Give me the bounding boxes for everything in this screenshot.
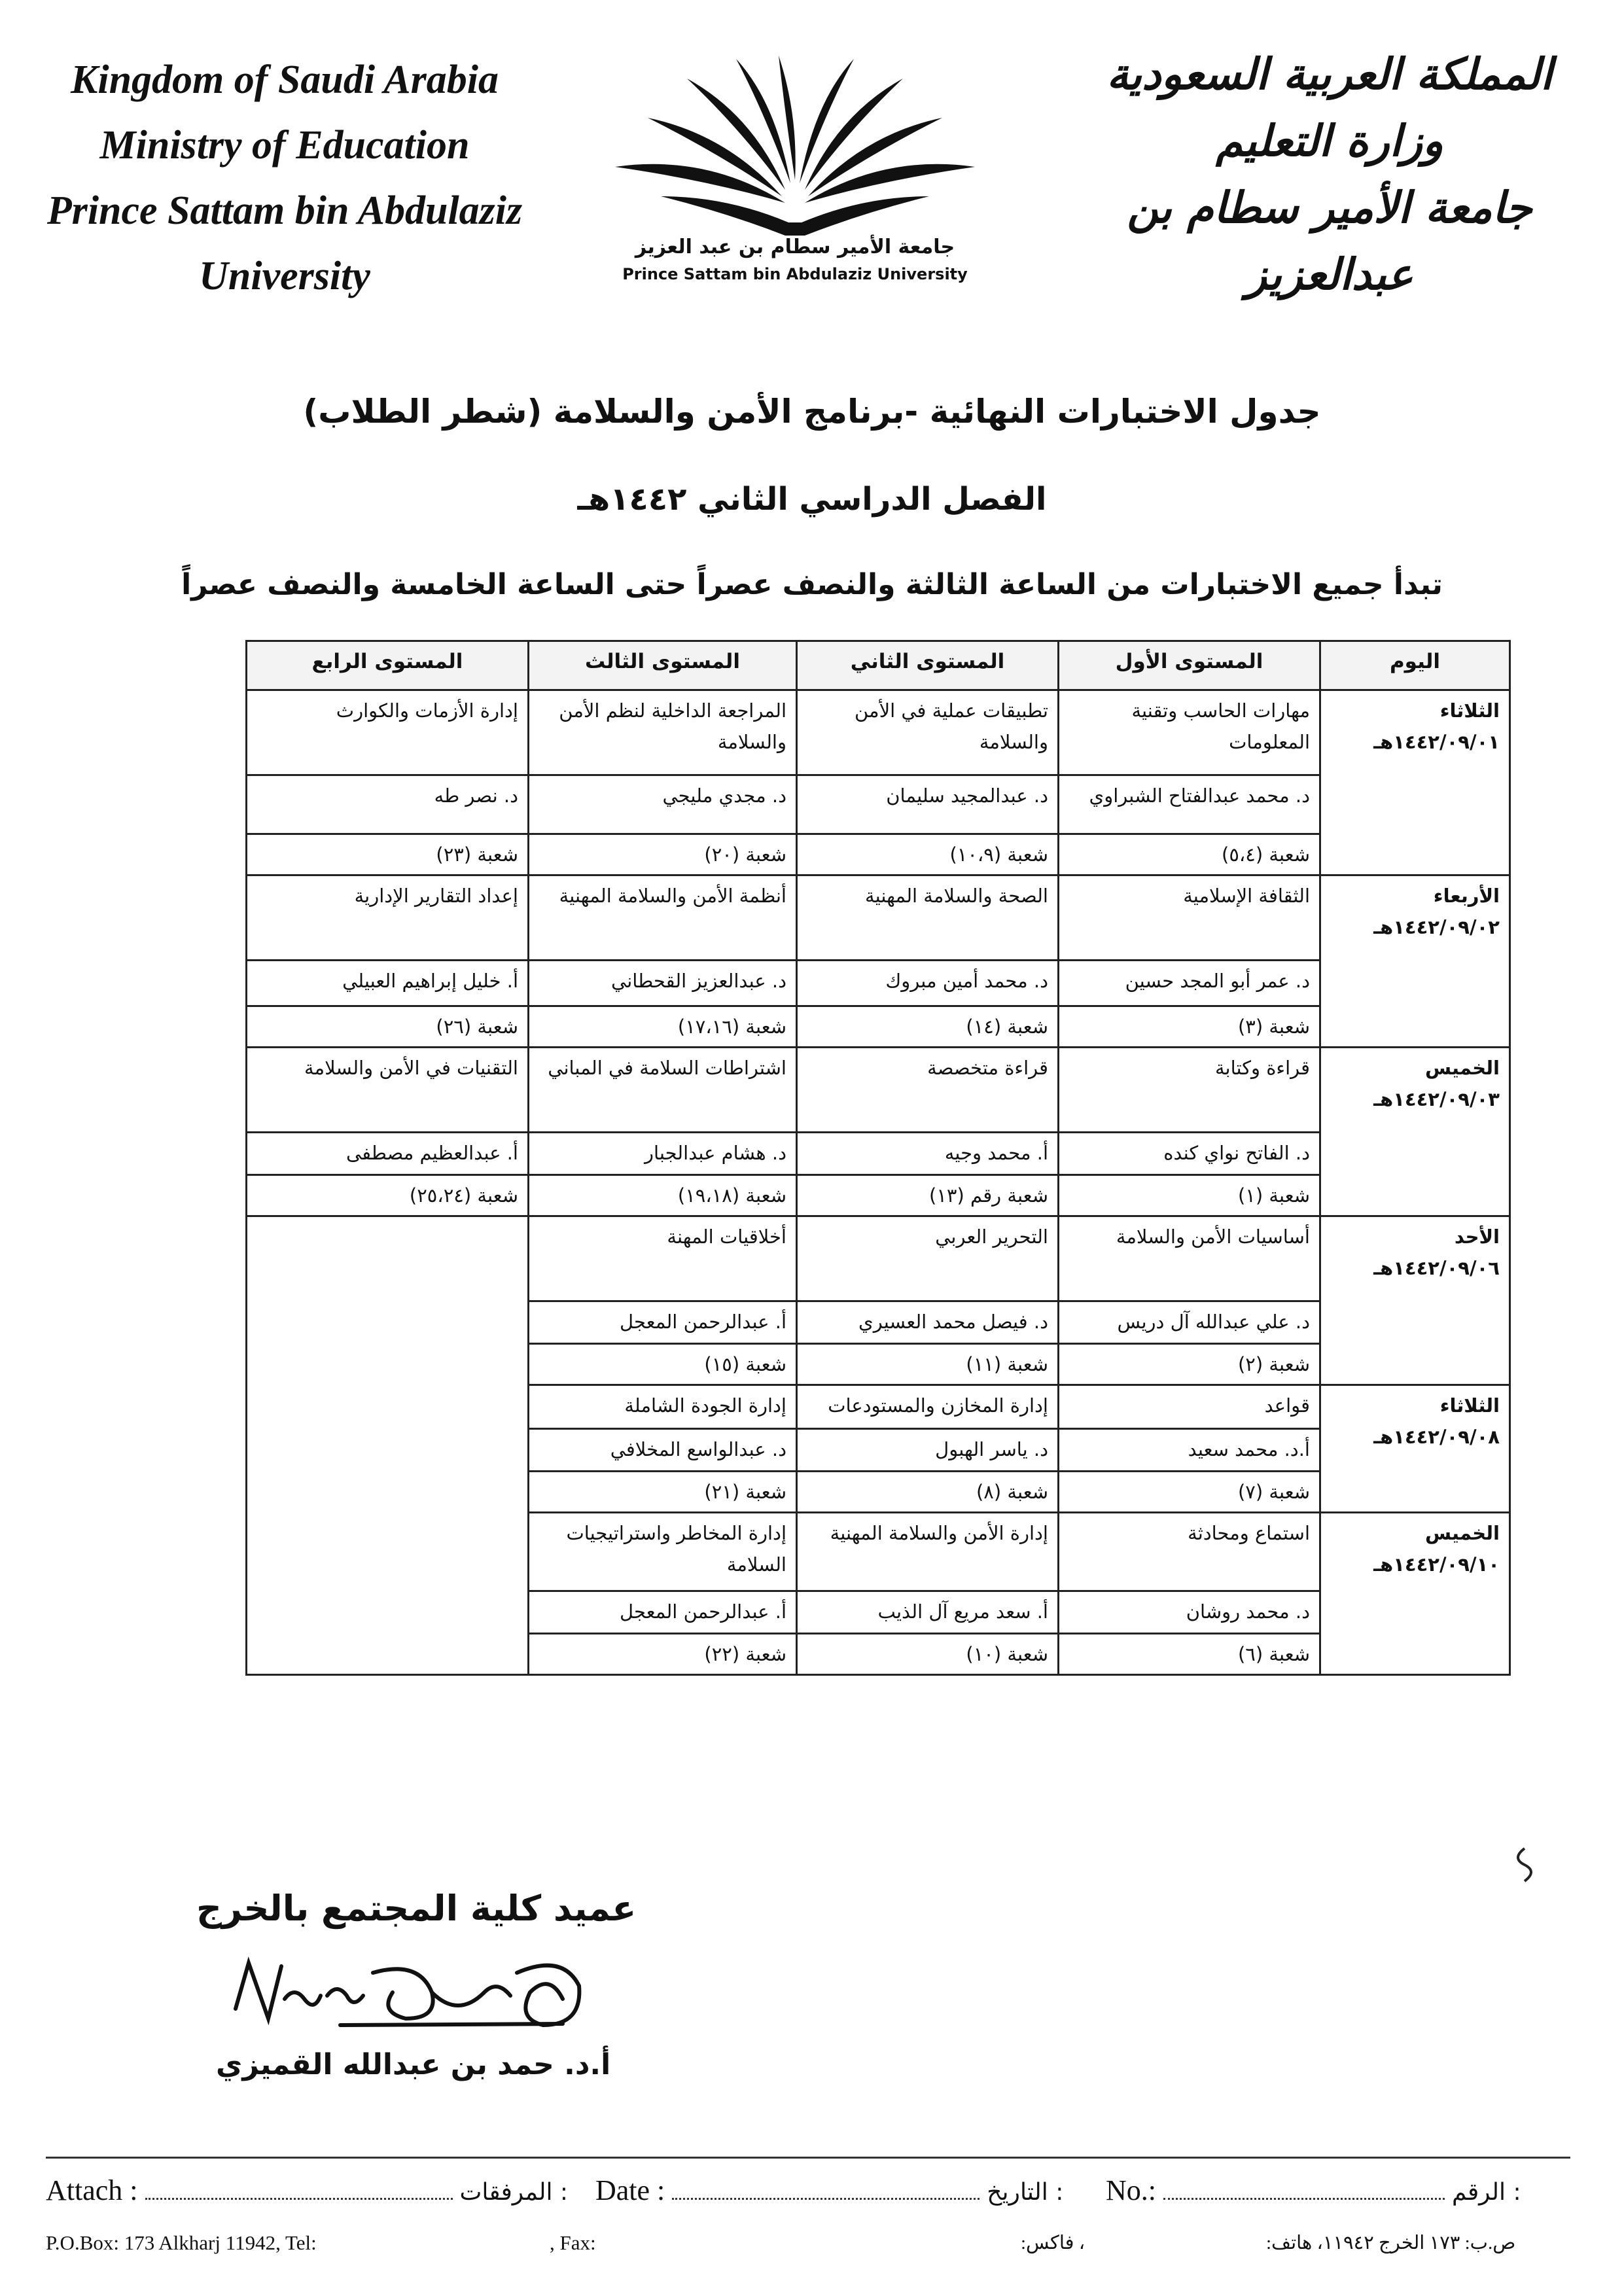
section-cell: شعبة (٢٣)	[247, 834, 529, 875]
professor-cell: د. عبدالعزيز القحطاني	[529, 961, 797, 1006]
day-date: ١٤٤٢/٠٩/٠٢هـ	[1373, 916, 1500, 938]
time-note: تبدأ جميع الاختبارات من الساعة الثالثة والنصف عصراً حتى الساعة الخامسة والنصف عصراً	[181, 568, 1443, 601]
professor-cell: أ.د. محمد سعيد	[1059, 1429, 1320, 1472]
section-cell: شعبة (١)	[1059, 1175, 1320, 1216]
section-cell: شعبة (١٧،١٦)	[529, 1006, 797, 1048]
day-name: الأحد	[1454, 1226, 1500, 1248]
number-dots	[1163, 2198, 1445, 2200]
section-cell: شعبة (٣)	[1059, 1006, 1320, 1048]
section-cell: شعبة (١١)	[797, 1344, 1059, 1385]
professor-cell: د. عبدالواسع المخلافي	[529, 1429, 797, 1472]
day-cell	[1320, 875, 1510, 1048]
attach-label-ar: المرفقات :	[459, 2179, 569, 2206]
number-field	[1106, 2174, 1521, 2207]
day-name: الثلاثاء	[1439, 699, 1500, 722]
number-label-ar: الرقم :	[1452, 2179, 1521, 2206]
section-cell: شعبة (٦)	[1059, 1634, 1320, 1675]
day-name: الخميس	[1424, 1522, 1500, 1544]
subject-cell: الثقافة الإسلامية	[1059, 875, 1320, 961]
subject-cell: إدارة الجودة الشاملة	[529, 1385, 797, 1429]
english-letterhead	[26, 47, 543, 309]
arabic-letterhead	[1094, 41, 1565, 308]
subject-cell: أساسيات الأمن والسلامة	[1059, 1216, 1320, 1301]
day-name: الثلاثاء	[1439, 1394, 1500, 1417]
professor-cell: أ. محمد وجيه	[797, 1133, 1059, 1175]
day-cell	[1320, 1513, 1510, 1675]
pobox-arabic: ص.ب: ١٧٣ الخرج ١١٩٤٢، هاتف:	[1266, 2233, 1516, 2253]
attach-label-en: Attach :	[46, 2174, 138, 2206]
day-name: الأربعاء	[1433, 885, 1500, 907]
day-name: الخميس	[1424, 1057, 1500, 1079]
attach-dots	[145, 2198, 453, 2200]
day-cell	[1320, 1048, 1510, 1216]
professor-cell: د. نصر طه	[247, 775, 529, 834]
section-cell: شعبة (٧)	[1059, 1472, 1320, 1513]
header-level-4: المستوى الرابع	[247, 641, 529, 690]
professor-cell: د. عبدالمجيد سليمان	[797, 775, 1059, 834]
day-date: ١٤٤٢/٠٩/٠٨هـ	[1373, 1426, 1500, 1448]
section-cell: شعبة (١٥)	[529, 1344, 797, 1385]
date-label-en: Date :	[595, 2174, 665, 2206]
subject-cell: أنظمة الأمن والسلامة المهنية	[529, 875, 797, 961]
section-cell: شعبة (٢٠)	[529, 834, 797, 875]
table-row	[247, 1048, 1510, 1133]
semester-title: الفصل الدراسي الثاني ١٤٤٢هـ	[577, 481, 1047, 518]
subject-cell: التقنيات في الأمن والسلامة	[247, 1048, 529, 1133]
section-cell: شعبة (١٤)	[797, 1006, 1059, 1048]
subject-cell: إدارة الأمن والسلامة المهنية	[797, 1513, 1059, 1591]
section-cell: شعبة (٢١)	[529, 1472, 797, 1513]
day-date: ١٤٤٢/٠٩/٠١هـ	[1373, 731, 1500, 753]
day-cell	[1320, 1385, 1510, 1513]
subject-cell: إدارة المخازن والمستودعات	[797, 1385, 1059, 1429]
en-line-kingdom: Kingdom of Saudi Arabia	[70, 58, 499, 102]
en-line-ministry: Ministry of Education	[99, 123, 470, 168]
number-label-en: No.:	[1106, 2174, 1156, 2206]
section-cell: شعبة (٨)	[797, 1472, 1059, 1513]
professor-cell: د. مجدي مليجي	[529, 775, 797, 834]
professor-cell: د. عمر أبو المجد حسين	[1059, 961, 1320, 1006]
professor-cell: أ. خليل إبراهيم العبيلي	[247, 961, 529, 1006]
schedule-title: جدول الاختبارات النهائية -برنامج الأمن والسلامة (شطر الطلاب)	[303, 393, 1321, 431]
professor-cell: د. الفاتح نواي كنده	[1059, 1133, 1320, 1175]
subject-cell: إدارة الأزمات والكوارث	[247, 690, 529, 775]
exam-schedule-table	[245, 640, 1511, 1676]
professor-cell: د. محمد عبدالفتاح الشبراوي	[1059, 775, 1320, 834]
table-header-row	[247, 641, 1510, 690]
professor-cell: د. هشام عبدالجبار	[529, 1133, 797, 1175]
subject-cell: أخلاقيات المهنة	[529, 1216, 797, 1301]
attach-field	[46, 2174, 568, 2207]
subject-cell: التحرير العربي	[797, 1216, 1059, 1301]
section-cell: شعبة (٢٦)	[247, 1006, 529, 1048]
pobox-english: P.O.Box: 173 Alkharj 11942, Tel:	[46, 2231, 317, 2254]
date-field	[595, 2174, 1063, 2207]
fax-arabic: ، فاكس:	[1021, 2233, 1086, 2253]
section-cell: شعبة (٢٢)	[529, 1634, 797, 1675]
professor-cell: أ. عبدالرحمن المعجل	[529, 1591, 797, 1634]
dean-title: عميد كلية المجتمع بالخرج	[196, 1888, 637, 1929]
day-date: ١٤٤٢/٠٩/٠٦هـ	[1373, 1257, 1500, 1279]
section-cell: شعبة (١٠،٩)	[797, 834, 1059, 875]
day-cell	[1320, 690, 1510, 875]
professor-cell: د. محمد أمين مبروك	[797, 961, 1059, 1006]
section-cell: شعبة (١٩،١٨)	[529, 1175, 797, 1216]
professor-cell: أ. عبدالرحمن المعجل	[529, 1301, 797, 1344]
subject-cell: تطبيقات عملية في الأمن والسلامة	[797, 690, 1059, 775]
section-cell: شعبة (٢٥،٢٤)	[247, 1175, 529, 1216]
empty-level-4-cell	[247, 1216, 529, 1675]
day-date: ١٤٤٢/٠٩/١٠هـ	[1373, 1553, 1500, 1576]
day-date: ١٤٤٢/٠٩/٠٣هـ	[1373, 1088, 1500, 1110]
subject-cell: الصحة والسلامة المهنية	[797, 875, 1059, 961]
ar-line-ministry: وزارة التعليم	[1216, 115, 1443, 166]
professor-cell: د. ياسر الهبول	[797, 1429, 1059, 1472]
professor-cell: د. فيصل محمد العسيري	[797, 1301, 1059, 1344]
logo-english-caption: Prince Sattam bin Abdulaziz University	[622, 265, 968, 283]
professor-cell: أ. عبدالعظيم مصطفى	[247, 1133, 529, 1175]
section-cell: شعبة (٥،٤)	[1059, 834, 1320, 875]
university-logo-icon	[609, 56, 981, 239]
ar-line-university: جامعة الأمير سطام بن عبدالعزيز	[1127, 182, 1532, 300]
professor-cell: د. علي عبدالله آل دريس	[1059, 1301, 1320, 1344]
subject-cell: قراءة متخصصة	[797, 1048, 1059, 1133]
en-line-university: Prince Sattam bin Abdulaziz University	[46, 188, 523, 298]
handwritten-signature-icon	[222, 1947, 589, 2045]
professor-cell: أ. سعد مريع آل الذيب	[797, 1591, 1059, 1634]
subject-cell: قراءة وكتابة	[1059, 1048, 1320, 1133]
header-level-3: المستوى الثالث	[529, 641, 797, 690]
date-dots	[672, 2198, 980, 2200]
day-cell	[1320, 1216, 1510, 1385]
section-cell: شعبة رقم (١٣)	[797, 1175, 1059, 1216]
footer-divider	[46, 2157, 1570, 2159]
subject-cell: مهارات الحاسب وتقنية المعلومات	[1059, 690, 1320, 775]
subject-cell: إدارة المخاطر واستراتيجيات السلامة	[529, 1513, 797, 1591]
professor-cell: د. محمد روشان	[1059, 1591, 1320, 1634]
initials-mark-icon	[1505, 1845, 1544, 1884]
dean-name: أ.د. حمد بن عبدالله القميزي	[216, 2048, 611, 2081]
subject-cell: استماع ومحادثة	[1059, 1513, 1320, 1591]
section-cell: شعبة (٢)	[1059, 1344, 1320, 1385]
header-level-2: المستوى الثاني	[797, 641, 1059, 690]
ar-line-kingdom: المملكة العربية السعودية	[1106, 48, 1553, 99]
header-level-1: المستوى الأول	[1059, 641, 1320, 690]
table-row	[247, 875, 1510, 961]
header-day: اليوم	[1320, 641, 1510, 690]
date-label-ar: التاريخ :	[987, 2179, 1064, 2206]
table-row	[247, 690, 1510, 775]
section-cell: شعبة (١٠)	[797, 1634, 1059, 1675]
table-row	[247, 1216, 1510, 1301]
fax-english: , Fax:	[550, 2231, 596, 2254]
subject-cell: المراجعة الداخلية لنظم الأمن والسلامة	[529, 690, 797, 775]
subject-cell: إعداد التقارير الإدارية	[247, 875, 529, 961]
subject-cell: قواعد	[1059, 1385, 1320, 1429]
subject-cell: اشتراطات السلامة في المباني	[529, 1048, 797, 1133]
logo-arabic-caption: جامعة الأمير سطام بن عبد العزيز	[635, 236, 955, 258]
